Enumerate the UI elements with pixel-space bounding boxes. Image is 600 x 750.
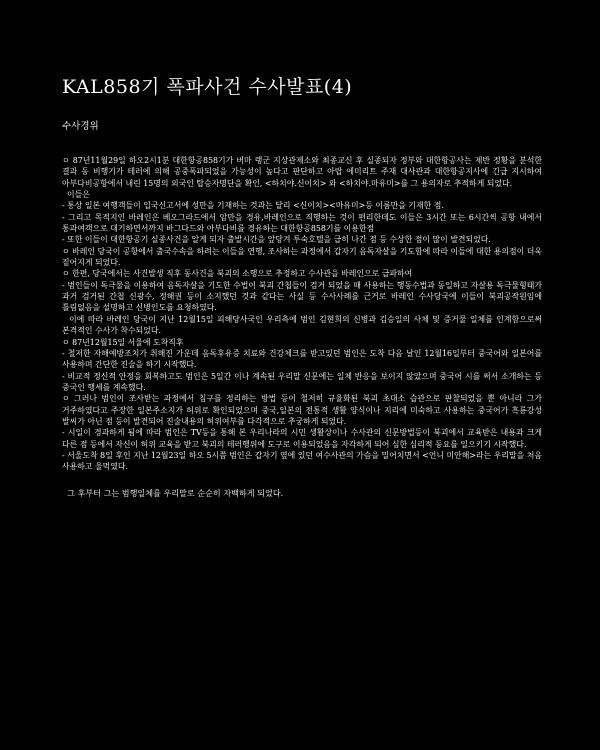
paragraph: - 비교적 정신적 안정을 회복하고도 범인은 5일간 이나 계속된 우리말 신문에는 일체 반응을 보이지 않았으며 중국어 시를 써서 소개하는 등 중국인 행세를 계속했다. (62, 371, 545, 392)
paragraph: - 서울도착 8일 후인 지난 12월23일 하오 5시쯤 범인은 갑자기 옆에 있던 여수사관의 가슴을 밀어치면서 <언니 미안해>라는 우리말을 처음 사용하고 울먹였다. (62, 450, 545, 472)
paragraph: ㅇ 그러나 범인이 조사받는 과정에서 침구를 정리하는 방법 등이 철저히 규율화된 북괴 초대소 습관으로 판찰되었을 뿐 아니라 그가 거주하였다고 주장한 일본주소지가 허위로 확인되었으며 중국,일본의 전통적 생활 양식이나 지리에 미숙하고 사용하는 중국어가 흑룡강성 발씨가 아닌 점 등이 발견되어 진술내용의 허위여부를 다각적으로 추궁하게 되었다. (62, 394, 545, 426)
document-page (62, 70, 545, 507)
section-heading: 수사경위 (62, 121, 99, 132)
document-body (62, 155, 545, 499)
paragraph: 이들은 (62, 190, 90, 200)
paragraph: - 시일이 경과하게 됨에 따라 범인은 TV등을 통해 본 우리나라의 시민 생활상이나 수사관의 신문방법등이 북괴에서 교육받은 내용과 크게 다른 점 등에서 자신이 허위 교육을 받고 북괴의 테러행위에 도구로 이용되었음을 자각하게 되어 심한 심리적 동요를 일으키기 시작했다. (62, 428, 545, 449)
paragraph: 이에 따라 바레인 당국이 지난 12월15일 피해당사국인 우리측에 범인 김현희의 신병과 김승일의 사체 및 증거물 일체를 인계함으로써 본격적인 수사가 착수되었다. (62, 314, 545, 336)
paragraph: - 철저한 자해예방조치가 취해진 가운데 음독후유증 치료와 건강체크를 받고있던 범인은 도착 다음 날인 12월16일부터 중국어와 일본어를 사용하며 간단한 진술을 하기 시작했다. (62, 348, 545, 370)
paragraph: ㅇ 87년11월29일 하오2시1분 대한항공858기가 버마 랭군 지상관제소와 최종교신 후 실종되자 정부와 대한항공사는 제반 정황을 분석한 결과 동 비행기가 테러에 의해 공중폭파되었을 가능성이 높다고 판단하고 아랍 에미리트 주재 대사관과 대한항공지사에 긴급 지시하여 아부다비공항에서 내린 15명의 외국인 탑승자명단을 확인, <하치야.신이치> 와 <하치야.마유미>를 그 용의자로 추적하게 되었다. (62, 156, 545, 188)
paragraph: ㅇ 한편, 당국에서는 사건발생 직후 동사건을 북괴의 소행으로 추정하고 수사관을 바레인으로 급파하여 (62, 269, 413, 279)
paragraph: - 그리고 목적지인 바레인은 베오그라드에서 암만을 경유,바레인으로 직행하는 것이 편리한데도 이들은 3시간 또는 6시간씩 공항 내에서 통과여객으로 대기하면서까지 바그다드와 아부다비를 경유하는 대한항공858기를 이용한점 (62, 212, 545, 234)
paragraph: ㅇ 87년12월15일 서울에 도착직후 (62, 337, 184, 347)
closing-paragraph: 그 후부터 그는 범행일체를 우리말로 순순히 자백하게 되었다. (62, 487, 284, 498)
paragraph: - 범인들이 독극물을 이용하여 음독자살을 기도한 수법이 북괴 간첩들이 검거 되었을 때 사용하는 행동수법과 동일하고 자살용 독극물형태가 과거 검거된 간첩 신광수, 정해권 등이 소지했던 것과 같다는 사실 등 수사사례를 근거로 바레인 수사당국에 이들이 북괴공작원임에 틀림없음을 설명하고 신병인도를 요청하였다. (62, 280, 545, 313)
paragraph: - 또한 이들이 대한항공기 실종사건을 알게 되자 출발시간을 앞당겨 투숙호텔을 급히 나간 점 등 수상한 점이 많이 발견되었다. (62, 235, 491, 245)
paragraph: ㅇ 바레인 당국이 공항에서 출국수속을 하려는 이들을 연행, 조사하는 과정에서 갑자기 음독자살을 기도함에 따라 이들에 대한 용의점이 더욱 짙어지게 되었다. (62, 246, 545, 268)
paragraph: - 통상 일본 여행객들이 입국신고서에 성만을 기재하는 것과는 달리 <신이치><마유미>등 이름만을 기재한 점. (62, 201, 444, 211)
document-title: KAL858기 폭파사건 수사발표(4) (62, 76, 353, 98)
